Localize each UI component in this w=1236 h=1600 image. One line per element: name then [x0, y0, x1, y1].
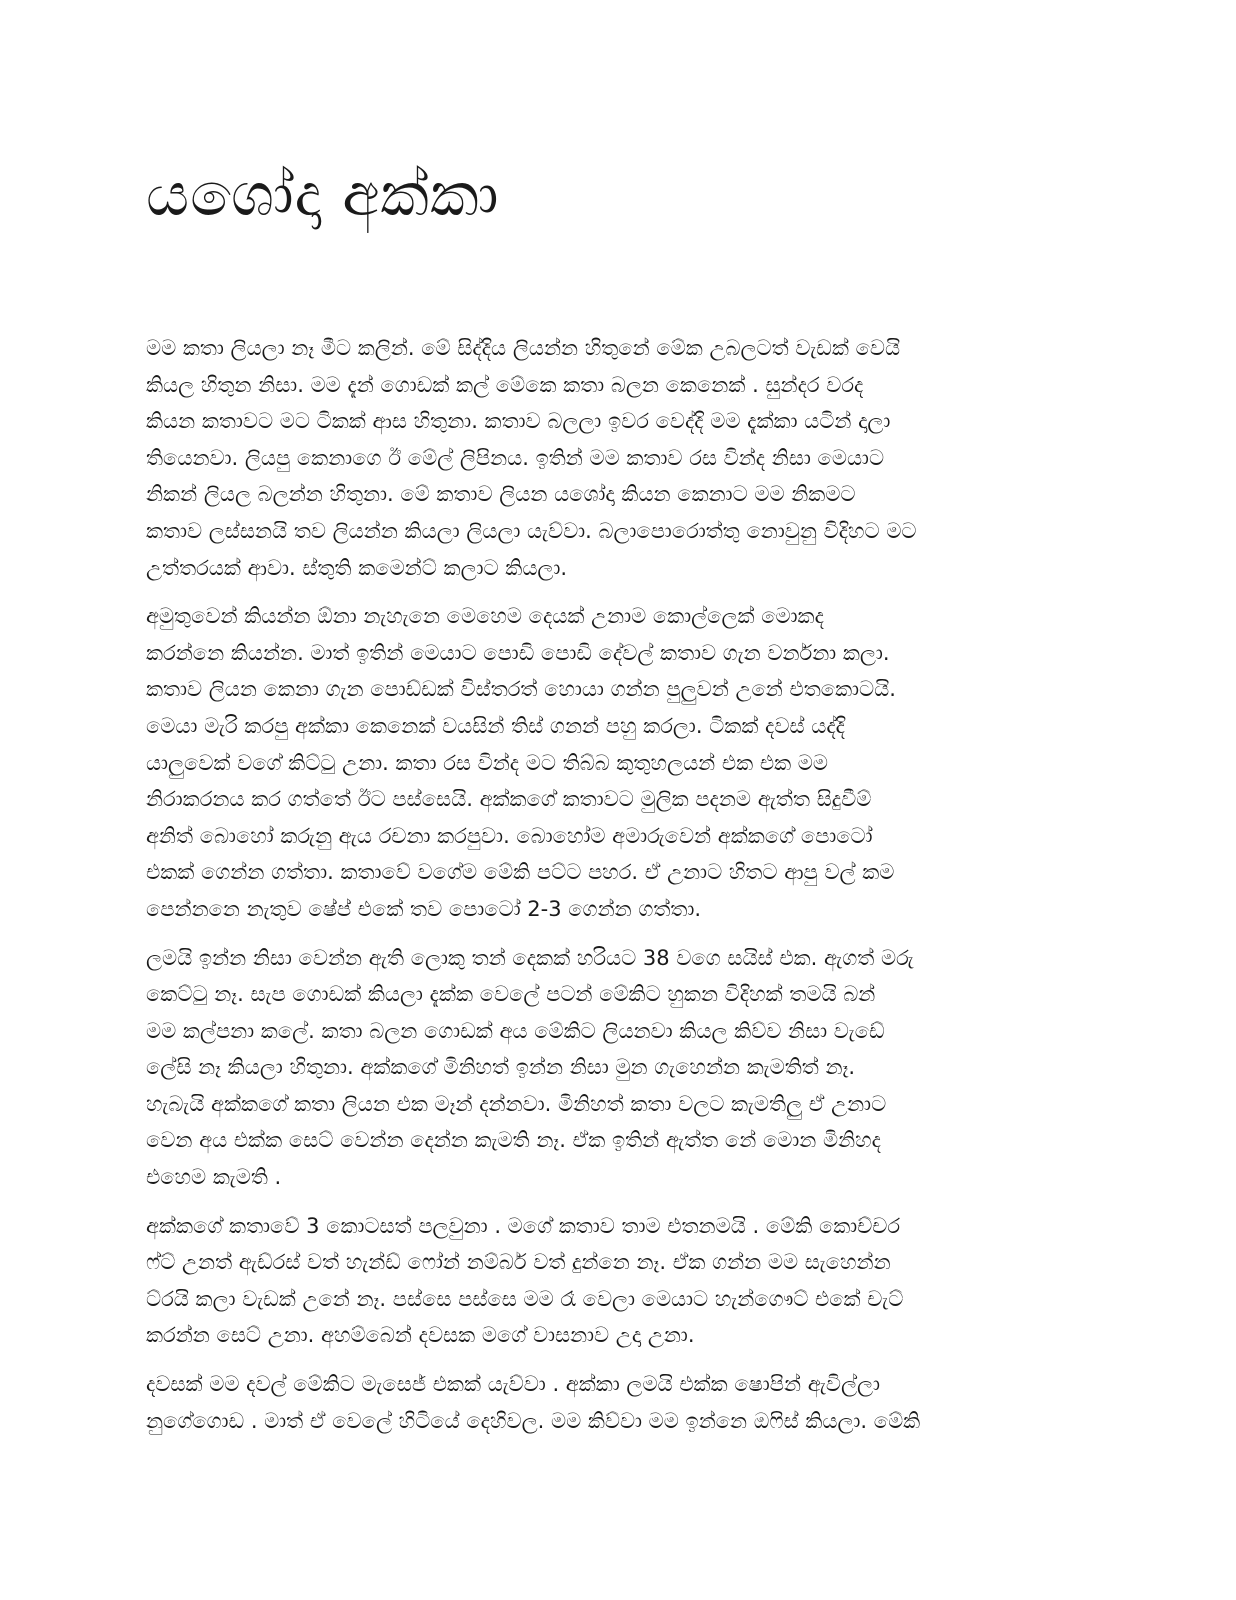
- text-line: මම කතා ලියලා නෑ මීට කලින්. මේ සිද්දිය ලියන්න හිතුනේ මේක උබලටත් වැඩක් වෙයි: [146, 336, 901, 360]
- text-line: අනිත් බොහෝ කරුනු ඇය රචනා කරපුවා. බොහෝම අමාරුවෙන් අක්කගේ පොටෝ: [146, 823, 873, 848]
- text-line: කියන කතාවට මට ටිකක් ආස හිතුනා. කතාව බලලා ඉවර වෙද්දි මම දැක්කා යටින් දාලා: [146, 409, 891, 434]
- text-line: නුගේගොඩ . මාත් ඒ වෙලේ හිටියේ දෙහිවල. මම කිව්වා මම ඉන්නෙ ඔෆිස් කියලා. මේකි: [146, 1408, 921, 1433]
- text-line: කරන්නෙ කියන්න. මාත් ඉතින් මෙයාට පොඩි පොඩි දේවල් කතාව ගැන වර්නනා කලා.: [146, 640, 890, 665]
- text-line: හැබැයි අක්කගේ කතා ලියන එක මෑන් දන්නවා. මිනිහත් කතා වලට කැමතිලු ඒ උනාට: [146, 1091, 887, 1116]
- text-line: එහෙම කැමති .: [146, 1165, 282, 1190]
- text-line: අක්කගේ කතාවේ 3 කොටසත් පලවුනා . මගේ කතාව තාම එතනමයි . මේකි කොච්චර: [146, 1213, 901, 1238]
- text-line: කියල හිතුන නිසා. මම දැන් ගොඩක් කල් මේකෙ කතා බලන කෙනෙක් . සුන්දර වරද: [146, 372, 864, 397]
- text-line: කතාව ලස්සනයි තව ලියන්න කියලා ලියලා යැව්වා. බලාපොරොත්තු නොවුනු විදිහට මට: [146, 518, 917, 543]
- text-line: අමුතුවෙන් කියන්න ඕනා නැහැනෙ මෙහෙම දෙයක් උනාම කොල්ලෙක් මොකද: [146, 604, 824, 629]
- text-line: දවසක් මම දවල් මේකිට මැසෙජ් එකක් යැව්වා . අක්කා ලමයි එක්ක ෂොපින් ඇවිල්ලා: [146, 1372, 880, 1397]
- text-line: ට්රයි කලා වැඩක් උනේ නෑ. පස්සෙ පස්සෙ මම රෑ වෙලා මෙයාට හැන්ගෞට් එකේ චැට්: [146, 1286, 904, 1311]
- text-line: කතාව ලියන කෙනා ගැන පොඩ්ඩක් විස්තරත් හොයා ගන්න පුලුවන් උනේ එතකොටයි.: [146, 677, 896, 702]
- text-line: කෙට්ටු නෑ. සැප ගොඩක් කියලා දැක්ක වෙලේ පටන් මේකිට හුකන විදිහක් තමයි බන්: [146, 982, 876, 1007]
- text-line: කරන්න සෙට් උනා. අහම්බෙන් දවසක මගේ වාසනාව උදා උනා.: [146, 1323, 695, 1348]
- paragraph: [146, 940, 1066, 1196]
- paragraph: [146, 1366, 1066, 1439]
- text-line: වෙන අය එක්ක සෙට් වෙන්න දෙන්න කැමති නෑ. ඒක ඉතින් ඇත්ත නේ මොන මිනිහද: [146, 1128, 881, 1153]
- document-body: [146, 330, 1066, 1439]
- text-line: නිකන් ලියල බලන්න හිතුනා. මේ කතාව ලියන යශෝදා කියන කෙනාට මම නිකමට: [146, 482, 856, 507]
- text-line: නිරාකරනය කර ගත්තේ ඊට පස්සෙයි. අක්කගේ කතාවට මුලික පදනම ඇත්ත සිදුවීම්: [146, 787, 872, 812]
- paragraph: [146, 1208, 1066, 1354]
- text-line: ෆ්ට් උනත් ඇඩ්රස් වත් හැන්ඩ් ෆෝන් නම්බර් වත් දුන්නෙ නෑ. ඒක ගන්න මම සැහෙන්න: [146, 1250, 891, 1275]
- text-line: යාලුවෙක් වගේ කිට්ටු උනා. කතා රස වින්ද මට තිබ්බ කුතුහලයන් එක එක මම: [146, 750, 829, 775]
- text-line: ලමයි ඉන්න නිසා වෙන්න ඇති ලොකු තන් දෙකක් හරියට 38 වගෙ සයිස් එක. ඇගත් මරු: [146, 945, 914, 970]
- text-line: තියෙනවා. ලියපු කෙනාගෙ ඊ මේල් ලිපිනය. ඉතින් මම කතාව රස වින්ද නිසා මෙයාට: [146, 445, 885, 470]
- paragraph: [146, 598, 1066, 927]
- text-line: මම කල්පනා කලේ. කතා බලන ගොඩක් අය මේකිට ලියනවා කියල කිව්ව නිසා වැඩේ: [146, 1018, 885, 1043]
- text-line: පෙන්නනෙ නැතුව ෂේප් එකේ තව පොටෝ 2-3 ගෙන්න ගත්තා.: [146, 896, 702, 921]
- text-line: එකක් ගෙන්න ගත්තා. කතාවේ වගේම මේකි පට්ට පහර. ඒ උනාට හිතට ආපු වල් කම: [146, 860, 895, 885]
- document-title: යශෝදා අක්කා: [146, 160, 500, 230]
- text-line: ලේසි නෑ කියලා හිතුනා. අක්කගේ මිනිහත් ඉන්න නිසා මුන ගැහෙන්න කැමතිත් නෑ.: [146, 1055, 856, 1080]
- paragraph: [146, 330, 1066, 586]
- text-line: මෙයා මැරි කරපු අක්කා කෙනෙක් වයසින් තිස් ගනන් පහු කරලා. ටිකක් දවස් යද්දි: [146, 713, 845, 738]
- text-line: උත්තරයක් ආවා. ස්තුති කමෙන්ට් කලාට කියලා.: [146, 555, 568, 580]
